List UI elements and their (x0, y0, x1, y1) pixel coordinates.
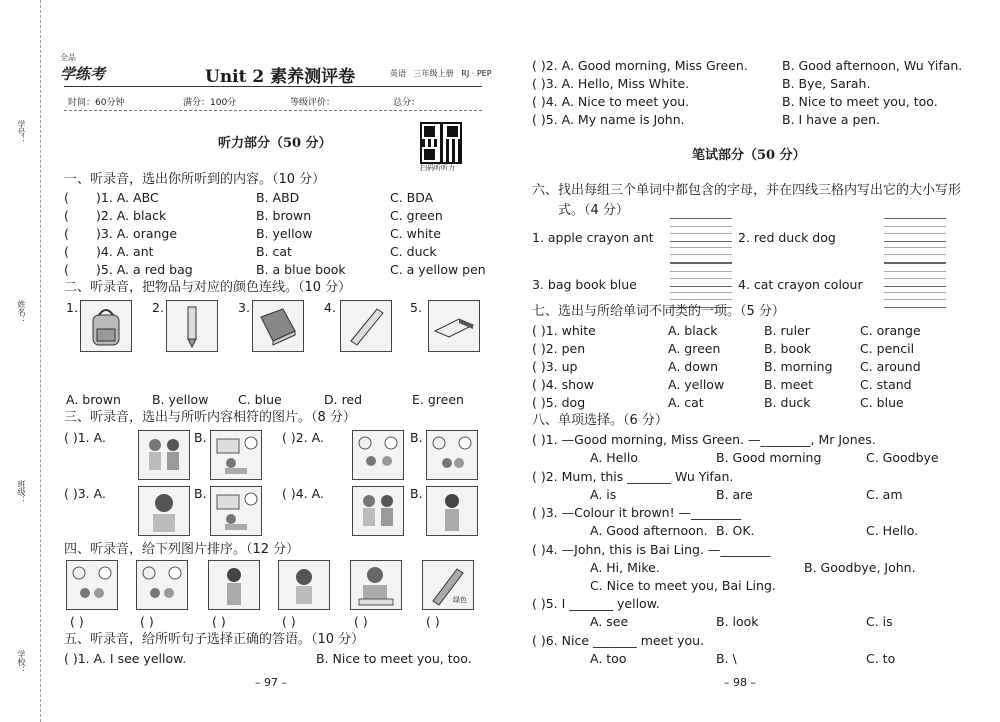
question[interactable]: ( )1. white (532, 323, 596, 338)
section-3-title: 三、听录音，选出与所听内容相符的图片。（8 分） (64, 410, 356, 425)
answer-paren[interactable]: ( (64, 244, 69, 259)
order-blank[interactable]: ( ) (282, 614, 296, 629)
eraser-icon (429, 301, 479, 351)
classroom-icon (211, 431, 261, 479)
option-a: )5. A. a red bag (96, 262, 193, 277)
option-b: B. Goodbye, John. (804, 560, 916, 575)
answer-paren[interactable]: ( (64, 262, 69, 277)
sequence-picture (422, 560, 474, 610)
option-c: C. around (860, 359, 921, 374)
option-c: C. stand (860, 377, 912, 392)
time-label: 时间：60分钟 (68, 98, 125, 108)
picture-option (210, 430, 262, 480)
question-8-5[interactable]: ( )5. I _______ yellow. (532, 596, 660, 611)
option-a: A. black (668, 323, 718, 338)
order-blank[interactable]: ( ) (212, 614, 226, 629)
option-b: B. Good afternoon, Wu Yifan. (782, 58, 963, 73)
ruler-picture (340, 300, 392, 352)
option-a: )2. A. black (96, 208, 167, 223)
option-b: B. look (716, 614, 759, 629)
question[interactable]: ( )4. show (532, 377, 594, 392)
option-b: B. yellow (256, 226, 313, 241)
picture-option (210, 486, 262, 536)
order-blank[interactable]: ( ) (426, 614, 440, 629)
word-group: 2. red duck dog (738, 230, 836, 245)
option-c: C. a yellow pen (390, 262, 486, 277)
word-group: 4. cat crayon colour (738, 277, 863, 292)
question-3-3[interactable]: ( )3. A. (64, 486, 106, 501)
pencil-icon (167, 301, 217, 351)
order-blank[interactable]: ( ) (140, 614, 154, 629)
picture-option (138, 486, 190, 536)
word-group: 3. bag book blue (532, 277, 637, 292)
sun-clock-icon (137, 561, 187, 609)
total-label: 总分： (393, 98, 421, 108)
page-title: Unit 2 素养测评卷 (205, 67, 356, 87)
answer-paren[interactable]: ( (64, 208, 69, 223)
option-c: C. Nice to meet you, Bai Ling. (590, 578, 776, 593)
writing-lines[interactable] (884, 240, 946, 263)
ruler-icon (341, 301, 391, 351)
option-b: B. meet (764, 377, 813, 392)
option-c: C. is (866, 614, 893, 629)
qr-code[interactable] (420, 122, 462, 164)
option-b: B. brown (256, 208, 312, 223)
question-8-4[interactable]: ( )4. —John, this is Bai Ling. —________ (532, 542, 771, 557)
picture-number: 3. (238, 300, 250, 315)
listening-title: 听力部分（50 分） (218, 136, 332, 151)
sequence-picture (208, 560, 260, 610)
question[interactable]: ( )2. pen (532, 341, 586, 356)
option-b-label: B. (194, 430, 207, 445)
two-people-icon (139, 431, 189, 479)
option-a: A. green (668, 341, 721, 356)
writing-lines[interactable] (884, 263, 946, 287)
name-label: 姓名： (17, 300, 26, 324)
answer-paren[interactable]: ( (64, 190, 69, 205)
sequence-picture (350, 560, 402, 610)
grade: 三年级上册 (413, 69, 454, 78)
order-blank[interactable]: ( ) (70, 614, 84, 629)
option-b: B. ruler (764, 323, 810, 338)
option-b: B. \ (716, 651, 737, 666)
option-c: C. white (390, 226, 441, 241)
binding-cut-line (40, 0, 41, 722)
woman-icon (209, 561, 259, 609)
option-a: A. Hello (590, 450, 638, 465)
color-option: B. yellow (152, 392, 209, 407)
color-option: C. blue (238, 392, 282, 407)
subject: 英语 (390, 69, 406, 78)
sequence-picture (278, 560, 330, 610)
writing-lines[interactable] (670, 263, 732, 287)
option-c: C. Goodbye (866, 450, 939, 465)
picture-option (352, 430, 404, 480)
option-b: B. Good morning (716, 450, 822, 465)
answer-paren[interactable]: ( (64, 226, 69, 241)
question-8-2[interactable]: ( )2. Mum, this _______ Wu Yifan. (532, 469, 734, 484)
option-b-label: B. (194, 486, 207, 501)
option-c: C. pencil (860, 341, 915, 356)
section-7-title: 七、选出与所给单词不同类的一项。（5 分） (532, 304, 785, 319)
writing-title: 笔试部分（50 分） (692, 148, 806, 163)
backpack-icon (81, 301, 131, 351)
writing-lines[interactable] (670, 218, 732, 242)
question-8-1[interactable]: ( )1. —Good morning, Miss Green. —________, Mr Jones. (532, 432, 876, 447)
question-3-2[interactable]: ( )2. A. (282, 430, 324, 445)
option-c: C. Hello. (866, 523, 919, 538)
qr-caption: 扫码听听力 (420, 164, 455, 172)
option-b: B. duck (764, 395, 811, 410)
option-b-label: B. (410, 430, 423, 445)
sun-clock-icon (67, 561, 117, 609)
question-8-3[interactable]: ( )3. —Colour it brown! —________ (532, 505, 742, 520)
writing-lines[interactable] (670, 240, 732, 263)
school-label: 学校： (17, 650, 26, 674)
edition: RJ · PEP (461, 69, 492, 78)
woman-icon (427, 487, 477, 535)
option-a: )3. A. orange (96, 226, 178, 241)
section-8-title: 八、单项选择。（6 分） (532, 413, 668, 428)
option-a: A. see (590, 614, 629, 629)
grade-eval-label: 等级评价： (290, 98, 336, 108)
question-5-2[interactable]: ( )2. A. Good morning, Miss Green. (532, 58, 748, 73)
eraser-picture (428, 300, 480, 352)
score-label: 满分：100分 (183, 98, 237, 108)
option-c: C. green (390, 208, 443, 223)
section-1-title: 一、听录音，选出你所听到的内容。（10 分） (64, 172, 326, 187)
picture-option (138, 430, 190, 480)
option-c: C. orange (860, 323, 921, 338)
picture-option (426, 430, 478, 480)
logo-main: 学练考 (60, 65, 106, 83)
word-group: 1. apple crayon ant (532, 230, 654, 245)
sequence-picture (66, 560, 118, 610)
question-5-1[interactable]: ( )1. A. I see yellow. (64, 651, 187, 666)
question-8-6[interactable]: ( )6. Nice _______ meet you. (532, 633, 705, 648)
section-2-title: 二、听录音，把物品与对应的颜色连线。（10 分） (64, 280, 352, 295)
picture-option (426, 486, 478, 536)
logo-top: 全品 (60, 53, 76, 62)
color-option: E. green (412, 392, 464, 407)
option-b: B. OK. (716, 523, 755, 538)
option-b: B. cat (256, 244, 292, 259)
class-label: 班级： (17, 480, 26, 504)
option-a: A. is (590, 487, 617, 502)
page-number-right: – 98 – (724, 676, 756, 689)
option-b: B. Nice to meet you, too. (782, 94, 938, 109)
question-3-4[interactable]: ( )4. A. (282, 486, 324, 501)
sequence-picture (136, 560, 188, 610)
question[interactable]: ( )3. up (532, 359, 578, 374)
option-b: B. are (716, 487, 753, 502)
classroom-icon (211, 487, 261, 535)
picture-number: 2. (152, 300, 164, 315)
section-5-title: 五、听录音，给所听句子选择正确的答语。（10 分） (64, 632, 365, 647)
question-5-3[interactable]: ( )3. A. Hello, Miss White. (532, 76, 690, 91)
sun-clock-icon (353, 431, 403, 479)
option-a: A. yellow (668, 377, 725, 392)
option-c: C. blue (860, 395, 904, 410)
option-a: A. too (590, 651, 627, 666)
option-b: B. book (764, 341, 811, 356)
writing-lines[interactable] (884, 218, 946, 242)
header-meta (390, 68, 492, 79)
picture-option (352, 486, 404, 536)
writing-lines[interactable] (884, 285, 946, 308)
picture-number: 5. (410, 300, 422, 315)
option-b: B. morning (764, 359, 833, 374)
picture-number: 4. (324, 300, 336, 315)
sun-clock-icon (427, 431, 477, 479)
order-blank[interactable]: ( ) (354, 614, 368, 629)
option-a: )4. A. ant (96, 244, 154, 259)
question-3-1[interactable]: ( )1. A. (64, 430, 106, 445)
binding-strip (0, 0, 44, 722)
option-b: B. I have a pen. (782, 112, 880, 127)
option-b: B. Bye, Sarah. (782, 76, 871, 91)
option-b-label: B. (410, 486, 423, 501)
girl-icon (279, 561, 329, 609)
backpack-picture (80, 300, 132, 352)
option-b: B. ABD (256, 190, 300, 205)
option-b: B. a blue book (256, 262, 346, 277)
picture-number: 1. (66, 300, 78, 315)
question[interactable]: ( )5. dog (532, 395, 586, 410)
boy-icon (139, 487, 189, 535)
info-rule (64, 110, 482, 111)
option-a: A. down (668, 359, 719, 374)
question-5-5[interactable]: ( )5. A. My name is John. (532, 112, 685, 127)
header-rule (64, 86, 482, 87)
option-a: A. cat (668, 395, 704, 410)
option-a: A. Hi, Mike. (590, 560, 660, 575)
section-6-title-1: 六、找出每组三个单词中都包含的字母，并在四线三格内写出它的大小写形 (532, 183, 962, 198)
boy-painting-icon (351, 561, 401, 609)
question-5-4[interactable]: ( )4. A. Nice to meet you. (532, 94, 690, 109)
section-4-title: 四、听录音，给下列图片排序。（12 分） (64, 542, 300, 557)
option-a: A. Good afternoon. (590, 523, 708, 538)
color-option: D. red (324, 392, 363, 407)
option-c: C. BDA (390, 190, 434, 205)
option-c: C. duck (390, 244, 437, 259)
color-option: A. brown (66, 392, 121, 407)
info-row (68, 95, 482, 108)
crayon-label: 绿色 (453, 596, 467, 604)
logo (60, 52, 120, 82)
book-icon (253, 301, 303, 351)
pencil-picture (166, 300, 218, 352)
two-people-icon (353, 487, 403, 535)
option-c: C. to (866, 651, 896, 666)
page-number-left: – 97 – (255, 676, 287, 689)
option-c: C. am (866, 487, 903, 502)
option-b: B. Nice to meet you, too. (316, 651, 472, 666)
student-id-label: 学号： (17, 120, 26, 144)
option-a: )1. A. ABC (96, 190, 159, 205)
book-picture (252, 300, 304, 352)
section-6-title-2: 式。（4 分） (558, 203, 629, 218)
